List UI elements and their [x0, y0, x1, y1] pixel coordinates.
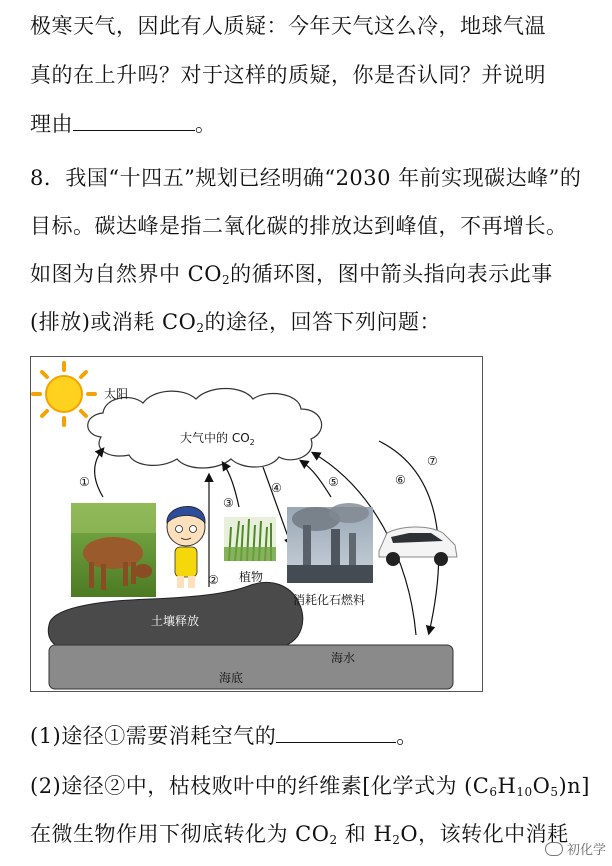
path-4-label: ④	[271, 481, 282, 495]
question-8-line-4: (排放)或消耗 $CO_2$的途径，回答下列问题：	[30, 310, 441, 335]
question-8-line-2: 目标。碳达峰是指二氧化碳的排放达到峰值，不再增长。	[30, 214, 568, 238]
path-3-label: ③	[223, 496, 234, 510]
soil-label: 土壤释放	[151, 614, 200, 628]
question-8-2-line-2: 在微生物作用下彻底转化为 $CO_2$ 和 $H_2O$，该转化中消耗	[30, 822, 569, 847]
question-8-line-3: 如图为自然界中 $CO_2$的循环图，图中箭头指向表示此事	[30, 262, 553, 287]
path-7-label: ⑦	[427, 454, 438, 468]
question-8-1: (1)途径①需要消耗空气的 。	[30, 724, 418, 748]
paragraph-line-2: 真的在上升吗？对于这样的质疑，你是否认同？并说明	[30, 63, 546, 87]
boy-cartoon	[167, 506, 205, 588]
sea-layer	[49, 645, 453, 689]
chat-bubble-icon	[545, 842, 563, 856]
question-8-2-line-1: (2)途径②中，枯枝败叶中的纤维素[化学式为 $(C_6H_{10}O_5)n$]	[30, 774, 590, 799]
plant-label: 植物	[239, 570, 264, 584]
carbon-cycle-figure	[30, 356, 483, 692]
sun-label: 太阳	[104, 387, 129, 401]
answer-blank-1[interactable]	[276, 722, 396, 743]
answer-blank-reason[interactable]	[73, 110, 195, 131]
path-2-label: ②	[208, 573, 219, 587]
seabed-label: 海底	[219, 671, 244, 685]
watermark: 初化学	[545, 839, 606, 858]
path-1-label: ①	[79, 475, 90, 489]
paragraph-line-1: 极寒天气，因此有人质疑：今年天气这么冷，地球气温	[30, 14, 546, 38]
plants-photo	[224, 517, 276, 561]
cloud-label: 大气中的 $CO_2$	[180, 431, 255, 447]
sea-label: 海水	[331, 651, 356, 665]
cow-photo	[71, 503, 156, 597]
path-5-label: ⑤	[328, 475, 339, 489]
carbon-cycle-diagram	[31, 357, 484, 693]
question-8-line-1: 8．我国“十四五”规划已经明确“2030 年前实现碳达峰”的	[30, 166, 582, 190]
path-6-label: ⑥	[395, 473, 406, 487]
sun-icon	[33, 363, 95, 425]
car-photo	[379, 527, 457, 566]
factory-photo	[287, 503, 373, 583]
fossil-fuel-label: 消耗化石燃料	[293, 593, 366, 607]
paragraph-line-3: 理由 。	[30, 112, 217, 136]
